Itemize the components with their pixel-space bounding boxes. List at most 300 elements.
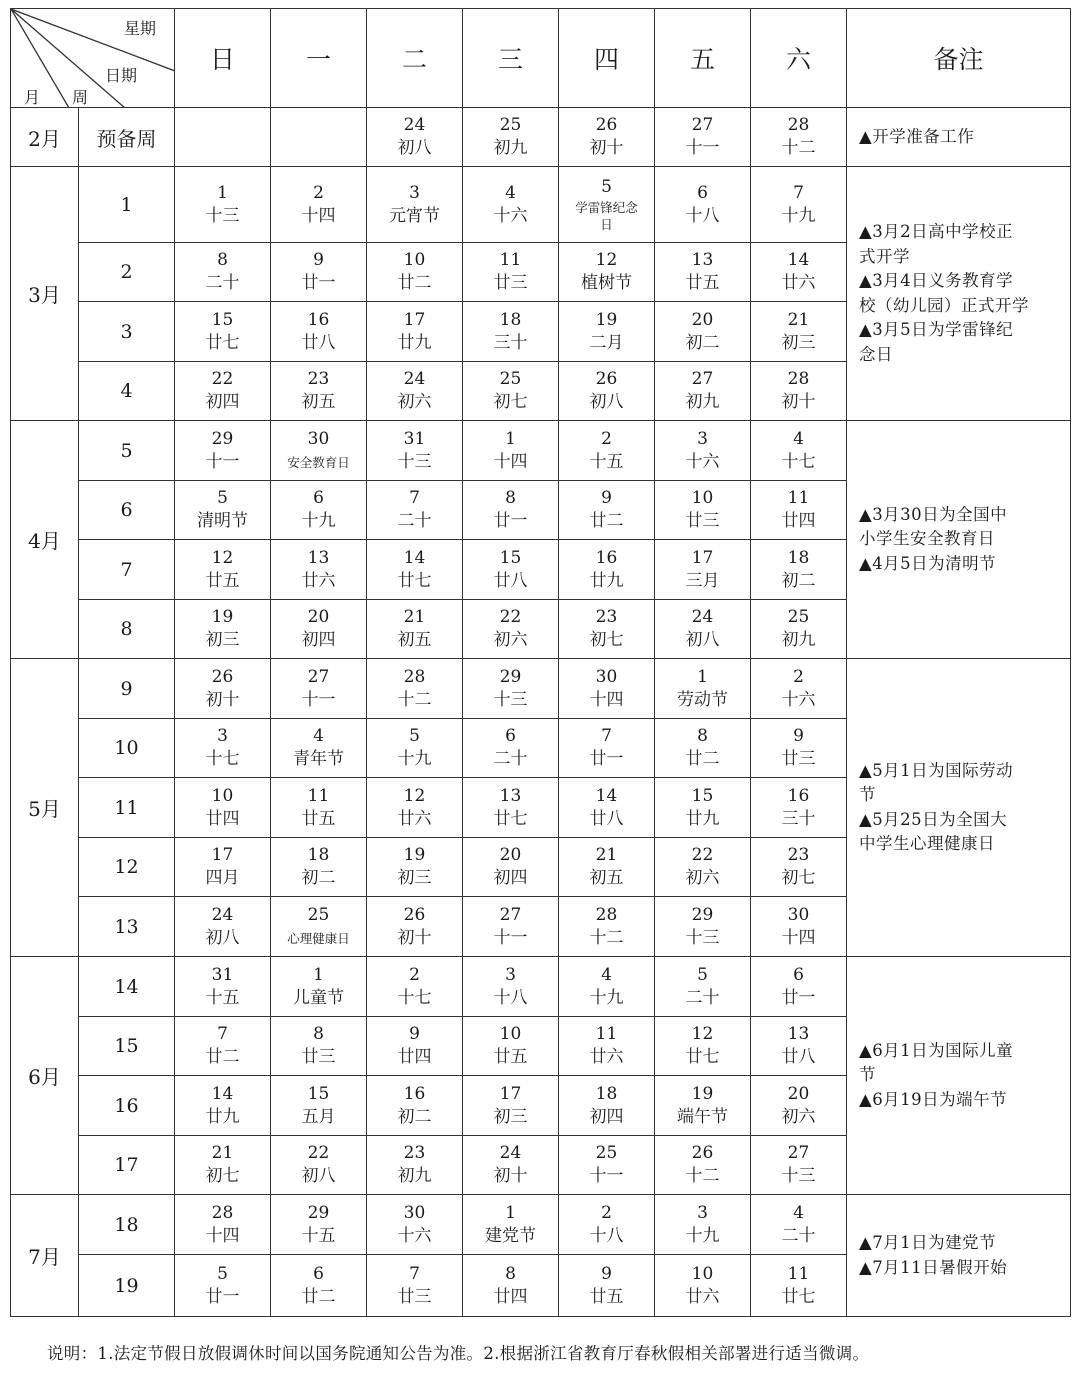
lunar-or-festival: 廿九 [397,332,432,353]
solar-date: 3 [217,726,228,746]
lunar-or-festival: 廿一 [781,987,816,1008]
lunar-or-festival: 廿九 [685,808,720,829]
lunar-or-festival: 廿八 [589,808,624,829]
week-number: 17 [79,1136,175,1195]
lunar-or-festival: 初四 [493,868,528,888]
solar-date: 11 [499,250,522,270]
lunar-or-festival: 初八 [589,392,624,412]
school-calendar-table [10,8,1071,1317]
week-number: 2 [79,243,175,302]
solar-date: 21 [403,607,426,627]
day-cell [655,481,751,540]
lunar-or-festival: 廿八 [301,332,336,353]
day-cell [559,1136,655,1195]
header-monday: 一 [271,9,367,108]
lunar-or-festival: 十七 [781,451,816,472]
remark-line: 节 [859,785,876,804]
solar-date: 18 [787,547,810,568]
day-cell [559,1017,655,1076]
solar-date: 9 [601,1263,612,1284]
solar-date: 12 [595,250,618,270]
day-cell [559,957,655,1017]
solar-date: 26 [211,666,234,687]
lunar-or-festival: 廿二 [301,1286,336,1307]
solar-date: 17 [403,309,426,330]
solar-date: 25 [307,904,330,925]
week-number: 10 [79,719,175,778]
solar-date: 5 [217,1263,228,1284]
day-cell [655,838,751,897]
lunar-or-festival: 初十 [397,927,432,948]
month-label: 2月 [11,108,79,167]
day-cell [751,243,847,302]
day-cell [175,167,271,243]
day-cell [655,897,751,957]
solar-date: 28 [211,1202,234,1223]
lunar-or-festival: 初九 [781,630,816,650]
day-cell [367,1136,463,1195]
day-cell [655,108,751,167]
solar-date: 6 [313,488,324,508]
day-cell [655,719,751,778]
lunar-or-festival: 建党节 [485,1225,536,1246]
lunar-or-festival: 初四 [205,392,240,412]
lunar-or-festival: 廿五 [685,273,720,293]
lunar-or-festival: 三月 [685,570,720,591]
day-cell [559,540,655,600]
lunar-or-festival: 廿四 [493,1286,528,1307]
solar-date: 24 [403,115,426,135]
solar-date: 14 [211,1083,234,1104]
solar-date: 23 [403,1143,426,1163]
remark-line: 式开学 [859,246,910,266]
day-cell [559,838,655,897]
solar-date: 22 [499,607,522,627]
day-cell [271,897,367,957]
solar-date: 3 [409,182,420,203]
lunar-or-festival: 廿六 [397,808,432,829]
solar-date: 13 [691,250,714,270]
lunar-or-festival: 初五 [301,392,336,412]
lunar-or-festival: 十六 [685,451,720,472]
lunar-or-festival: 二十 [781,1225,816,1246]
day-cell [367,838,463,897]
solar-date: 26 [691,1143,714,1163]
day-cell [559,778,655,838]
week-row [11,1195,1071,1255]
lunar-or-festival: 廿一 [301,273,336,293]
lunar-or-festival: 初七 [589,630,624,650]
day-cell [271,1076,367,1136]
solar-date: 25 [499,115,522,135]
day-cell [751,108,847,167]
solar-date: 12 [691,1024,714,1044]
solar-date: 6 [793,964,804,985]
solar-date: 27 [499,904,522,925]
day-cell [751,1136,847,1195]
lunar-or-festival: 廿六 [589,1047,624,1067]
lunar-or-festival: 十一 [685,138,720,158]
solar-date: 24 [403,369,426,389]
day-cell [655,659,751,719]
day-cell [751,302,847,362]
day-cell [175,1195,271,1255]
solar-date: 5 [409,726,420,746]
day-cell [655,1076,751,1136]
day-cell [559,481,655,540]
remark-line: 节 [859,1065,876,1085]
solar-date: 24 [499,1143,522,1163]
lunar-or-festival: 端午节 [677,1106,728,1127]
week-number: 19 [79,1255,175,1317]
solar-date: 21 [211,1143,234,1163]
lunar-or-festival: 十八 [685,205,720,226]
lunar-or-festival: 廿四 [781,511,816,531]
day-cell [463,838,559,897]
solar-date: 21 [787,309,810,330]
lunar-or-festival: 初六 [493,630,528,650]
lunar-or-festival: 十二 [397,689,432,710]
day-cell [271,600,367,659]
solar-date: 19 [595,309,618,330]
day-cell [751,838,847,897]
day-cell [175,1255,271,1317]
day-cell [655,167,751,243]
corner-label-week: 周 [72,88,89,107]
week-number: 1 [79,167,175,243]
day-cell [559,243,655,302]
remark-line: 校（幼儿园）正式开学 [859,295,1029,315]
lunar-or-festival: 初七 [493,392,528,412]
week-number: 4 [79,362,175,421]
lunar-or-festival: 十六 [781,689,816,710]
solar-date: 8 [505,488,516,508]
day-cell [463,540,559,600]
lunar-or-festival: 廿五 [205,570,240,591]
day-cell [751,1255,847,1317]
day-cell [175,481,271,540]
header-thursday: 四 [559,9,655,108]
week-number: 14 [79,957,175,1017]
week-number: 7 [79,540,175,600]
day-cell [271,167,367,243]
day-cell [271,778,367,838]
solar-date: 29 [691,904,714,925]
lunar-or-festival: 二十 [205,273,240,293]
lunar-or-festival: 廿七 [397,570,432,591]
solar-date: 5 [697,964,708,985]
month-label: 7月 [11,1195,79,1317]
lunar-or-festival: 初九 [493,138,528,158]
solar-date: 18 [307,845,330,865]
day-cell [367,897,463,957]
solar-date: 30 [595,666,618,687]
lunar-or-festival: 十二 [589,927,624,948]
day-cell [751,719,847,778]
solar-date: 5 [601,177,612,197]
day-cell [559,719,655,778]
day-cell [751,421,847,481]
week-number: 16 [79,1076,175,1136]
solar-date: 30 [403,1202,426,1223]
solar-date: 26 [595,369,618,389]
day-cell [751,600,847,659]
solar-date: 7 [409,1263,420,1284]
day-cell [463,719,559,778]
day-cell [559,1076,655,1136]
solar-date: 6 [697,182,708,203]
solar-date: 14 [787,250,810,270]
lunar-or-festival: 二十 [397,511,432,531]
solar-date: 19 [691,1083,714,1104]
lunar-or-festival: 初六 [397,392,432,412]
solar-date: 21 [595,845,618,865]
lunar-or-festival: 廿五 [589,1286,624,1307]
solar-date: 19 [403,845,426,865]
day-cell [463,1017,559,1076]
day-cell [367,302,463,362]
solar-date: 28 [403,666,426,687]
day-cell [751,1195,847,1255]
day-cell [271,362,367,421]
solar-date: 13 [787,1024,810,1044]
day-cell [463,957,559,1017]
remark-line: ▲3月2日高中学校正 [859,222,1014,241]
month-label: 6月 [11,957,79,1195]
lunar-or-festival: 廿二 [685,749,720,769]
solar-date: 5 [217,488,228,508]
lunar-or-festival: 初二 [397,1106,432,1127]
solar-date: 2 [601,428,612,449]
lunar-or-festival: 十六 [397,1225,432,1246]
lunar-or-festival: 十三 [397,451,432,472]
lunar-or-festival: 初五 [397,630,432,650]
day-cell [559,600,655,659]
day-cell [367,659,463,719]
month-label: 3月 [11,167,79,421]
solar-date: 26 [403,904,426,925]
lunar-or-festival: 初四 [589,1106,624,1127]
lunar-or-festival: 三十 [493,332,528,353]
remarks-cell [847,659,1071,957]
day-cell [175,421,271,481]
lunar-or-festival: 十九 [397,749,432,769]
footer-note: 说明：1.法定节假日放假调休时间以国务院通知公告为准。2.根据浙江省教育厅春秋假相关部署进行适当微调。 [47,1344,870,1363]
day-cell [367,1255,463,1317]
solar-date: 15 [211,309,234,330]
solar-date: 7 [409,488,420,508]
day-cell [367,957,463,1017]
solar-date: 11 [307,785,330,806]
lunar-or-festival: 十三 [781,1166,816,1186]
lunar-or-festival: 初七 [205,1166,240,1186]
lunar-or-festival: 十一 [205,451,240,472]
day-cell [751,1076,847,1136]
lunar-or-festival: 廿五 [493,1047,528,1067]
remark-line: ▲7月1日为建党节 [859,1233,997,1252]
day-cell [175,659,271,719]
lunar-or-festival: 廿九 [589,570,624,591]
day-cell [271,1136,367,1195]
day-cell [559,1195,655,1255]
day-cell [655,243,751,302]
lunar-or-festival: 十一 [493,927,528,948]
solar-date: 8 [313,1024,324,1044]
solar-date: 22 [211,369,234,389]
day-cell [367,108,463,167]
day-cell [655,421,751,481]
day-cell [367,362,463,421]
solar-date: 9 [313,250,324,270]
solar-date: 17 [499,1083,522,1104]
day-cell [655,1255,751,1317]
day-cell [271,1017,367,1076]
week-row [11,108,1071,167]
lunar-or-festival: 初十 [781,392,816,412]
header-saturday: 六 [751,9,847,108]
lunar-or-festival: 廿三 [685,511,720,531]
day-cell [463,421,559,481]
solar-date: 4 [313,726,324,746]
solar-date: 3 [697,428,708,449]
lunar-or-festival: 廿二 [205,1047,240,1067]
solar-date: 11 [787,1263,810,1284]
lunar-or-festival: 初八 [685,630,720,650]
lunar-or-festival: 廿四 [397,1047,432,1067]
lunar-or-festival: 十三 [493,689,528,710]
solar-date: 15 [499,547,522,568]
calendar-body [11,108,1071,1317]
day-cell [271,481,367,540]
day-cell [751,778,847,838]
day-cell [463,659,559,719]
remark-line: ▲4月5日为清明节 [859,553,997,573]
lunar-or-festival: 廿八 [781,1047,816,1067]
day-cell [655,302,751,362]
day-cell [367,167,463,243]
lunar-or-festival: 初十 [205,689,240,710]
solar-date: 16 [787,785,810,806]
lunar-or-festival: 十八 [493,987,528,1008]
lunar-or-festival: 五月 [301,1106,336,1127]
week-number: 12 [79,838,175,897]
solar-date: 2 [409,964,420,985]
solar-date: 8 [505,1263,516,1284]
solar-date: 14 [595,785,618,806]
week-number: 11 [79,778,175,838]
solar-date: 9 [409,1024,420,1044]
day-cell [271,957,367,1017]
lunar-or-festival: 十四 [589,689,624,710]
solar-date: 9 [601,488,612,508]
remark-line: 小学生安全教育日 [859,529,995,549]
solar-date: 16 [307,309,330,330]
lunar-or-festival: 初十 [493,1166,528,1186]
day-cell [175,302,271,362]
day-cell [655,957,751,1017]
day-cell [175,243,271,302]
solar-date: 22 [307,1143,330,1163]
solar-date: 30 [307,428,330,449]
lunar-or-festival: 初六 [781,1106,816,1127]
day-cell [751,481,847,540]
solar-date: 20 [307,607,330,627]
solar-date: 12 [403,785,426,806]
solar-date: 31 [403,428,426,449]
day-cell [751,1017,847,1076]
lunar-or-festival: 学雷锋纪念 [575,200,638,215]
solar-date: 11 [595,1024,618,1044]
day-cell [271,659,367,719]
solar-date: 29 [499,666,522,687]
remarks-cell [847,421,1071,659]
remark-line: ▲3月4日义务教育学 [859,271,1014,290]
remark-line: ▲6月1日为国际儿童 [859,1040,1014,1060]
lunar-or-festival: 廿九 [205,1106,240,1127]
lunar-or-festival: 十九 [301,511,336,531]
day-cell [367,719,463,778]
lunar-or-festival: 十七 [397,987,432,1008]
week-number: 预备周 [79,108,175,167]
lunar-or-festival: 初三 [205,630,240,650]
lunar-or-festival: 二月 [589,332,624,353]
solar-date: 25 [787,607,810,627]
day-cell [271,108,367,167]
solar-date: 8 [697,726,708,746]
solar-date: 14 [403,547,426,568]
lunar-or-festival: 初五 [589,868,624,888]
lunar-or-festival: 廿二 [397,273,432,293]
day-cell [655,1017,751,1076]
solar-date: 20 [499,845,522,865]
lunar-or-festival: 日 [600,217,613,232]
lunar-or-festival: 十三 [685,927,720,948]
week-row [11,659,1071,719]
solar-date: 12 [211,547,234,568]
solar-date: 23 [595,607,618,627]
solar-date: 24 [211,904,234,925]
lunar-or-festival: 廿七 [205,332,240,353]
lunar-or-festival: 廿六 [781,273,816,293]
day-cell [271,719,367,778]
remark-line: ▲开学准备工作 [859,126,975,146]
day-cell [175,1017,271,1076]
day-cell [463,108,559,167]
header-sunday: 日 [175,9,271,108]
day-cell [271,838,367,897]
corner-label-weekday: 星期 [124,19,157,38]
day-cell [175,1136,271,1195]
solar-date: 31 [211,964,234,985]
week-number: 3 [79,302,175,362]
day-cell [463,897,559,957]
month-label: 5月 [11,659,79,957]
solar-date: 10 [403,250,426,270]
lunar-or-festival: 初六 [685,868,720,888]
solar-date: 11 [787,488,810,508]
day-cell [175,540,271,600]
day-cell [175,957,271,1017]
day-cell [559,897,655,957]
remark-line: 念日 [859,344,893,364]
day-cell [463,362,559,421]
day-cell [271,1255,367,1317]
lunar-or-festival: 初三 [781,332,816,353]
lunar-or-festival: 初二 [301,868,336,888]
lunar-or-festival: 十一 [589,1166,624,1186]
day-cell [463,1255,559,1317]
lunar-or-festival: 三十 [781,808,816,829]
